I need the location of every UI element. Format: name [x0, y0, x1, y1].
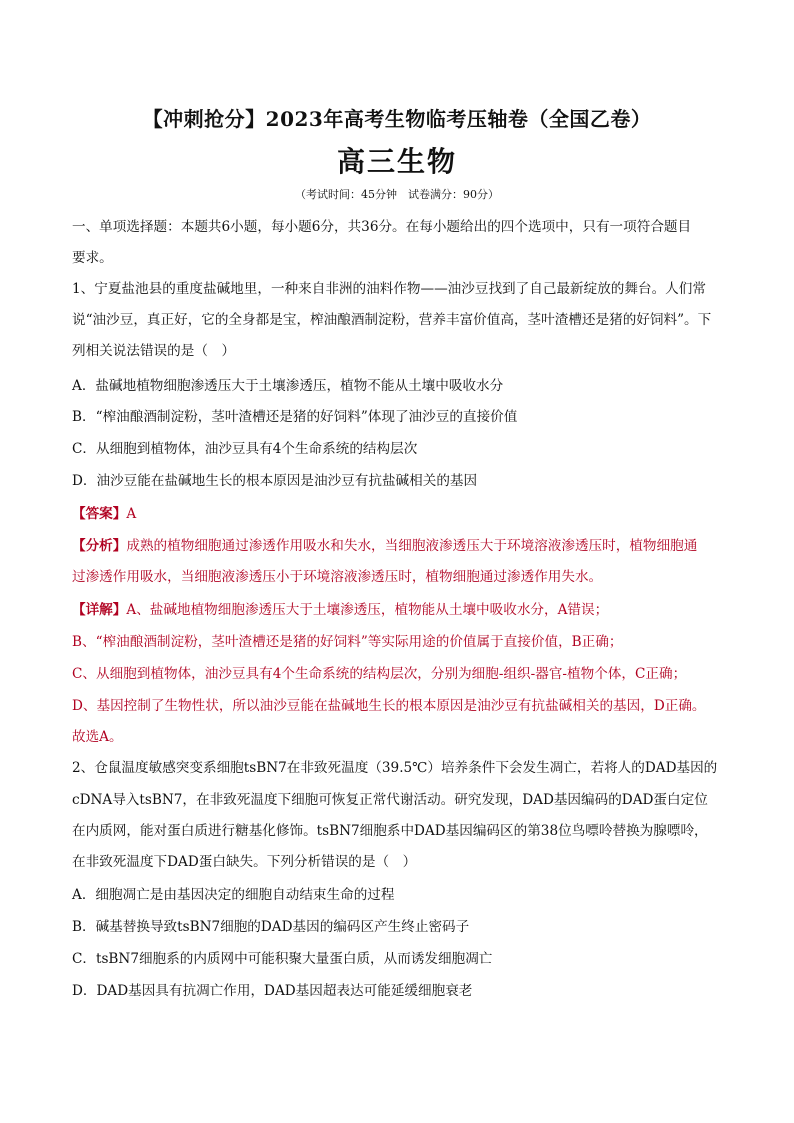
answer-tag: 【答案】: [72, 506, 127, 522]
exam-title: 【冲刺抢分】2023年高考生物临考压轴卷（全国乙卷）: [142, 107, 652, 131]
q2-stem-line-1: 2、仓鼠温度敏感突变系细胞tsBN7在非致死温度（39.5℃）培养条件下会发生凋亡，若将人的DAD基因的: [72, 760, 718, 776]
q1-detail-line-4: D、基因控制了生物性状，所以油沙豆能在盐碱地生长的根本原因是油沙豆有抗盐碱相关的基因，D正确。: [72, 698, 706, 714]
q2-stem-line-2: cDNA导入tsBN7，在非致死温度下细胞可恢复正常代谢活动。研究发现，DAD基因编码的DAD蛋白定位: [72, 792, 708, 808]
analysis-tag: 【分析】: [72, 538, 127, 554]
detail-tag: 【详解】: [72, 602, 127, 618]
q1-stem-line-1: 1、宁夏盐池县的重度盐碱地里，一种来自非洲的油料作物——油沙豆找到了自己最新绽放的舞台。人们常: [72, 281, 706, 297]
q1-option-a: A．盐碱地植物细胞渗透压大于土壤渗透压，植物不能从土壤中吸收水分: [72, 378, 504, 394]
exam-info: （考试时间：45分钟 试卷满分：90分）: [295, 188, 499, 201]
subject-title: 高三生物: [336, 145, 457, 178]
q2-option-c: C．tsBN7细胞系的内质网中可能积聚大量蛋白质，从而诱发细胞凋亡: [72, 951, 493, 967]
q2-option-d: D．DAD基因具有抗凋亡作用，DAD基因超表达可能延缓细胞衰老: [72, 983, 473, 999]
q1-detail-line-5: 故选A。: [72, 729, 123, 745]
q1-stem-line-3: 列相关说法错误的是（ ）: [72, 343, 236, 359]
q1-detail-line-2: B、“榨油酿酒制淀粉，茎叶渣槽还是猪的好饲料”等实际用途的价值属于直接价值，B正确；: [72, 634, 623, 650]
q1-analysis-line-1: [72, 537, 732, 555]
q1-analysis-line-2: 过渗透作用吸水，当细胞液渗透压小于环境溶液渗透压时，植物细胞通过渗透作用失水。: [72, 569, 603, 585]
section-instructions-line-2: 要求。: [72, 250, 113, 266]
q1-option-b: B．“榨油酿酒制淀粉，茎叶渣槽还是猪的好饲料”体现了油沙豆的直接价值: [72, 409, 518, 425]
answer-value: A: [126, 506, 137, 522]
q2-option-a: A．细胞凋亡是由基因决定的细胞自动结束生命的过程: [72, 887, 395, 903]
q1-option-c: C．从细胞到植物体，油沙豆具有4个生命系统的结构层次: [72, 441, 418, 457]
section-instructions-line-1: 一、单项选择题：本题共6小题，每小题6分，共36分。在每小题给出的四个选项中，只有一项符合题目: [72, 219, 692, 235]
q1-option-d: D．油沙豆能在盐碱地生长的根本原因是油沙豆有抗盐碱相关的基因: [72, 473, 478, 489]
q2-stem-line-4: 在非致死温度下DAD蛋白缺失。下列分析错误的是（ ）: [72, 854, 417, 870]
q1-answer: [72, 505, 732, 523]
q2-option-b: B．碱基替换导致tsBN7细胞的DAD基因的编码区产生终止密码子: [72, 919, 470, 935]
q1-detail-line-1: [72, 601, 732, 619]
analysis-text-1: 成熟的植物细胞通过渗透作用吸水和失水，当细胞液渗透压大于环境溶液渗透压时，植物细胞通: [126, 538, 698, 554]
q1-stem-line-2: 说“油沙豆，真正好，它的全身都是宝，榨油酿酒制淀粉，营养丰富价值高，茎叶渣槽还是猪的好饲料”。下: [72, 312, 712, 328]
q2-stem-line-3: 在内质网，能对蛋白质进行糖基化修饰。tsBN7细胞系中DAD基因编码区的第38位鸟嘌呤替换为腺嘌呤，: [72, 823, 708, 839]
detail-text-1: A、盐碱地植物细胞渗透压大于土壤渗透压，植物能从土壤中吸收水分，A错误；: [126, 602, 609, 618]
q1-detail-line-3: C、从细胞到植物体，油沙豆具有4个生命系统的结构层次，分别为细胞-组织-器官-植物个体，C正确；: [72, 666, 687, 682]
